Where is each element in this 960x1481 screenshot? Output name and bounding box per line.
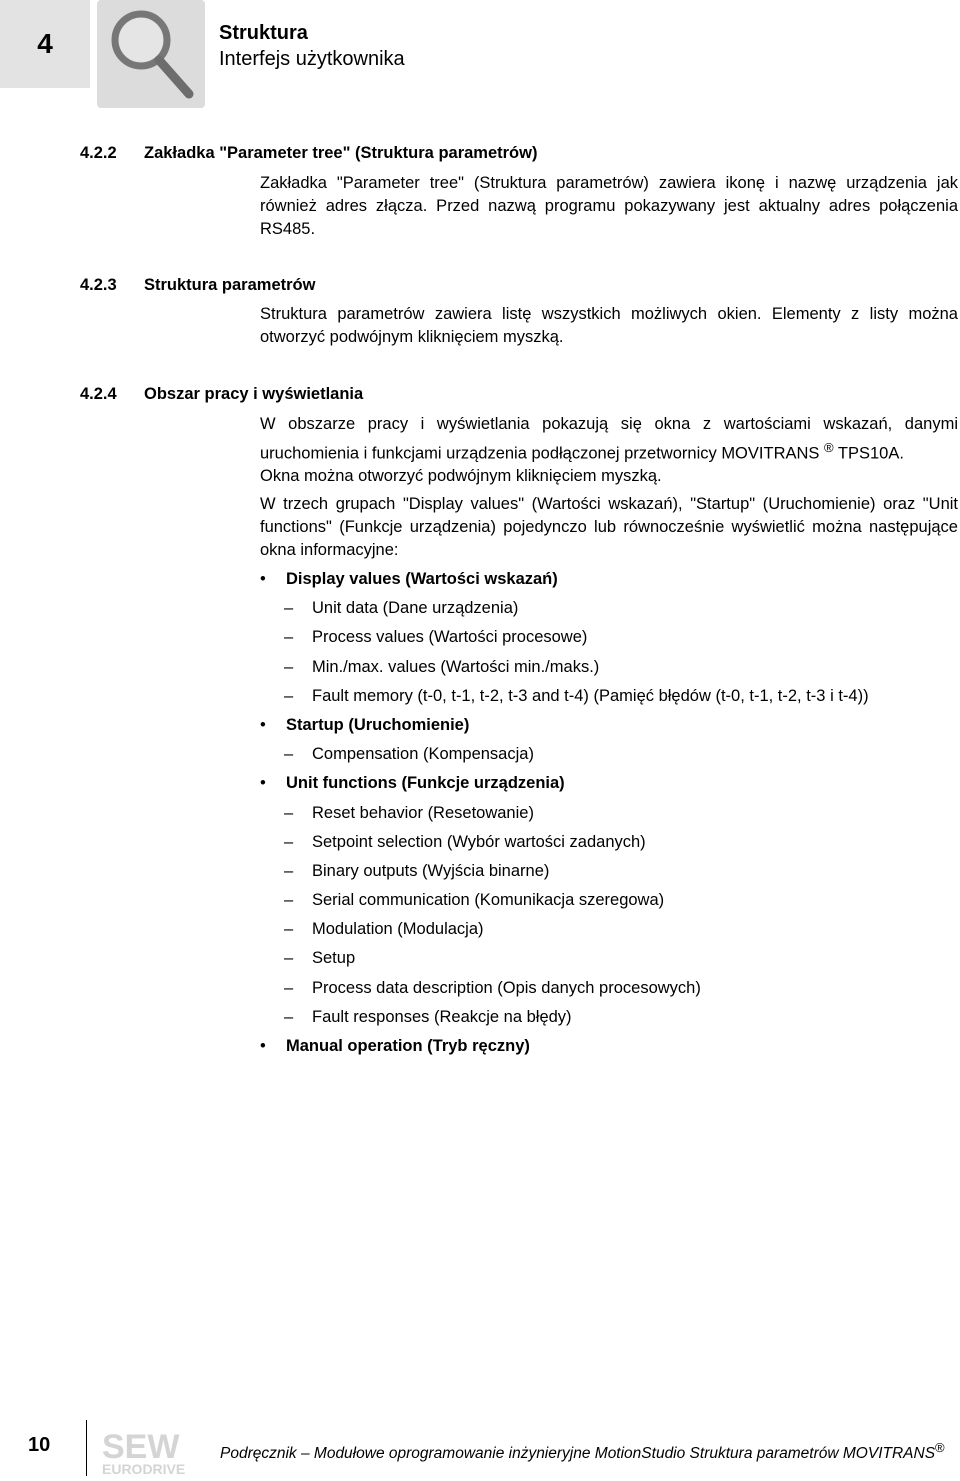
list-item-text: Setpoint selection (Wybór wartości zadanych) bbox=[312, 832, 646, 851]
list-item-text: Reset behavior (Resetowanie) bbox=[312, 803, 534, 822]
info-window-list bbox=[260, 565, 960, 1061]
list-item-text: Fault responses (Reakcje na błędy) bbox=[312, 1007, 572, 1026]
dash-marker: – bbox=[284, 920, 294, 939]
dash-marker: – bbox=[284, 686, 294, 705]
chapter-tab bbox=[0, 0, 90, 88]
dash-marker: – bbox=[284, 832, 294, 851]
section-number: 4.2.2 bbox=[80, 144, 117, 162]
paragraph: Okna można otworzyć podwójnym kliknięciem myszką. bbox=[260, 467, 662, 485]
dash-marker: – bbox=[284, 891, 294, 910]
list-item-text: Process data description (Opis danych procesowych) bbox=[312, 978, 701, 997]
list-item bbox=[260, 915, 960, 944]
list-item-text: Process values (Wartości procesowe) bbox=[312, 628, 588, 647]
logo-bottom-text: EURODRIVE bbox=[102, 1461, 186, 1476]
list-item bbox=[260, 769, 960, 798]
list-item bbox=[260, 1003, 960, 1032]
list-item-text: Compensation (Kompensacja) bbox=[312, 745, 534, 764]
sew-eurodrive-logo bbox=[100, 1428, 208, 1481]
list-item-text: Unit data (Dane urządzenia) bbox=[312, 599, 519, 618]
paragraph-text: TPS10A. bbox=[837, 444, 904, 463]
list-item bbox=[260, 740, 960, 769]
list-item bbox=[260, 974, 960, 1003]
list-item bbox=[260, 1032, 960, 1061]
list-item-text: Unit functions (Funkcje urządzenia) bbox=[286, 774, 565, 793]
section-number: 4.2.4 bbox=[80, 385, 117, 403]
chapter-number: 4 bbox=[37, 28, 53, 59]
list-item-text: Display values (Wartości wskazań) bbox=[286, 570, 558, 588]
paragraph: Zakładka "Parameter tree" (Struktura parametrów) zawiera ikonę i nazwę urządzenia jak również adres złącza. Przed nazwą programu pokazywany jest aktualny adres połączenia RS485. bbox=[260, 174, 958, 238]
footer-divider bbox=[86, 1420, 87, 1476]
dash-marker: – bbox=[284, 745, 294, 764]
registered-mark: ® bbox=[935, 1440, 945, 1455]
registered-mark: ® bbox=[824, 440, 834, 455]
list-item-text: Serial communication (Komunikacja szeregowa) bbox=[312, 891, 665, 910]
list-item bbox=[260, 944, 960, 973]
list-item bbox=[260, 828, 960, 857]
footer-title: Podręcznik – Modułowe oprogramowanie inżynieryjne MotionStudio Struktura parametrów MOVITRANS bbox=[220, 1445, 936, 1463]
section-title: Obszar pracy i wyświetlania bbox=[144, 385, 364, 403]
bullet-marker: • bbox=[260, 774, 266, 793]
paragraph-text: W obszarze pracy i wyświetlania pokazują się okna z wartościami wskazań, danymi uruchomienia i funkcjami urządzenia podłączonej przetwornicy MOVITRANS bbox=[260, 415, 958, 463]
bullet-marker: • bbox=[260, 1037, 266, 1055]
list-item bbox=[260, 594, 960, 623]
section-heading bbox=[80, 144, 537, 163]
list-item-text: Startup (Uruchomienie) bbox=[286, 715, 470, 734]
dash-marker: – bbox=[284, 657, 294, 676]
magnifier-icon bbox=[97, 0, 205, 108]
bullet-marker: • bbox=[260, 715, 266, 734]
list-item bbox=[260, 886, 960, 915]
section-title: Struktura parametrów bbox=[144, 276, 316, 294]
dash-marker: – bbox=[284, 949, 294, 968]
page-subtitle: Interfejs użytkownika bbox=[219, 48, 405, 70]
list-item-text: Setup bbox=[312, 949, 356, 968]
list-item bbox=[260, 682, 960, 711]
dash-marker: – bbox=[284, 628, 294, 647]
list-item bbox=[260, 623, 960, 652]
list-item-text: Fault memory (t-0, t-1, t-2, t-3 and t-4) (Pamięć błędów (t-0, t-1, t-2, t-3 i t-4)) bbox=[312, 686, 869, 705]
dash-marker: – bbox=[284, 978, 294, 997]
list-item bbox=[260, 653, 960, 682]
dash-marker: – bbox=[284, 599, 294, 618]
paragraph bbox=[260, 413, 958, 466]
list-item-text: Manual operation (Tryb ręczny) bbox=[286, 1037, 530, 1055]
list-item bbox=[260, 857, 960, 886]
paragraph: W trzech grupach "Display values" (Wartości wskazań), "Startup" (Uruchomienie) oraz "Unit functions" (Funkcje urządzenia) pojedynczo lub równocześnie wyświetlić można następujące okna informacyjne: bbox=[260, 495, 958, 559]
page-number: 10 bbox=[28, 1434, 51, 1456]
dash-marker: – bbox=[284, 1007, 294, 1026]
list-item-text: Binary outputs (Wyjścia binarne) bbox=[312, 861, 550, 880]
list-item bbox=[260, 565, 960, 594]
list-item-text: Modulation (Modulacja) bbox=[312, 920, 484, 939]
dash-marker: – bbox=[284, 803, 294, 822]
list-item bbox=[260, 711, 960, 740]
footer-text bbox=[220, 1440, 945, 1463]
section-number: 4.2.3 bbox=[80, 276, 117, 294]
dash-marker: – bbox=[284, 861, 294, 880]
section-heading bbox=[80, 385, 363, 404]
section-title: Zakładka "Parameter tree" (Struktura parametrów) bbox=[144, 144, 538, 162]
list-item-text: Min./max. values (Wartości min./maks.) bbox=[312, 657, 600, 676]
paragraph: Struktura parametrów zawiera listę wszystkich możliwych okien. Elementy z listy można otworzyć podwójnym kliknięciem myszką. bbox=[260, 305, 958, 346]
list-item bbox=[260, 799, 960, 828]
page-title: Struktura bbox=[219, 22, 308, 44]
section-heading bbox=[80, 276, 315, 295]
bullet-marker: • bbox=[260, 570, 266, 588]
logo-top-text: SEW bbox=[102, 1428, 180, 1466]
